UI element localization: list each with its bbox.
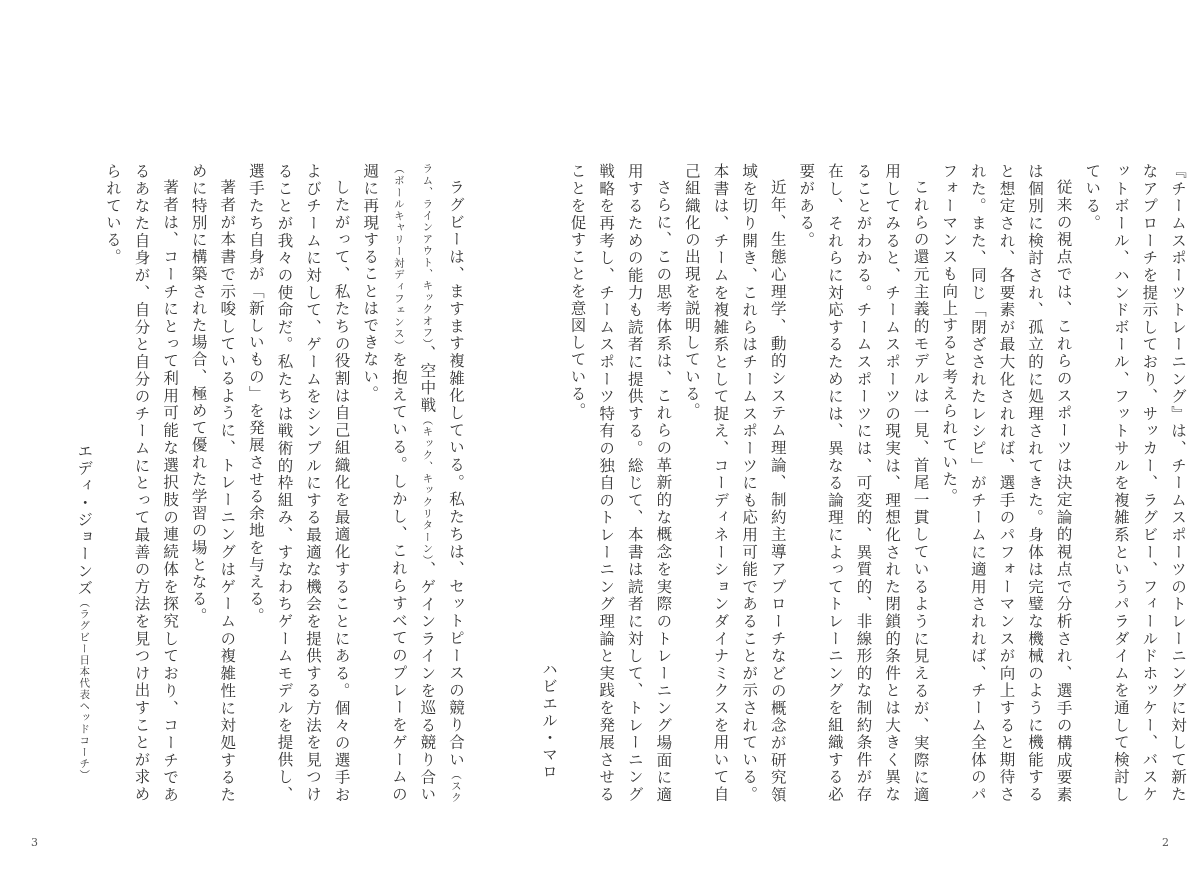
paragraph: これらの還元主義的モデルは一見、首尾一貫しているように見えるが、実際に適用してみると、チームスポーツの現実は、理想化された閉鎖的条件とは大きく異なることがわかる。チームスポーツには、可変的、異質的、非線形的な制約条件が存在し、それらに対応するためには、異なる論理によってトレーニングを組織する必要がある。 bbox=[797, 163, 930, 803]
right-page bbox=[539, 0, 1200, 882]
signature-name: エディ・ジョーンズ bbox=[75, 443, 94, 597]
foreword-text-left bbox=[75, 163, 470, 804]
author-signature: ハビエル・マロ bbox=[539, 661, 558, 781]
paragraph bbox=[184, 163, 241, 803]
page-number: 2 bbox=[1162, 836, 1169, 849]
paragraph: 近年、生態心理学、動的システム理論、制約主導アプローチなどの概念が研究領域を切り開き、これらはチームスポーツにも応用可能であることが示されている。本書は、チームを複雑系として捉え、コーディネーションダイナミクスを用いて自己組織化の出現を説明している。 bbox=[682, 163, 787, 803]
text-segment: ラグビーは、ますます複雑化している。私たちは、セットピースの競り合い bbox=[447, 178, 465, 769]
text-segment: 、空中戦 bbox=[418, 344, 437, 415]
parenthetical-note: （スクラム、ラインアウト、キックオフ） bbox=[421, 163, 462, 804]
paragraph bbox=[98, 163, 184, 803]
page-number: 3 bbox=[31, 836, 38, 849]
text-segment: したがって、私たちの役割は自己組織化を最適化することにある。個々の選手およびチームに対して、ゲームをシンプルにする最適な機会を提供する方法を見つけることが我々の使命だ。私たちは戦術的枠組み、すなわちゲームモデルを提供し、選手たち自身が「新しいもの」を発展させる余地を与える。 bbox=[246, 163, 351, 803]
signature-title: （ラグビー日本代表ヘッドコーチ） bbox=[78, 597, 91, 781]
parenthetical-note: （キック、キックリターン） bbox=[421, 414, 434, 562]
paragraph bbox=[356, 163, 470, 803]
foreword-text-right bbox=[539, 163, 1192, 803]
text-segment: を抱えている。しかし、これらすべてのプレーをゲームの週に再現することはできない。 bbox=[361, 163, 408, 803]
text-segment: 著者は、コーチにとって利用可能な選択肢の連続体を探究しており、コーチであるあなた自身が、自分と自分のチームにとって最善の方法を見つけ出すことが求められている。 bbox=[103, 163, 180, 803]
paragraph: さらに、この思考体系は、これらの革新的な概念を実際のトレーニング場面に適用するための能力も読者に提供する。総じて、本書は読者に対して、トレーニング戦略を再考し、チームスポーツ特有の独自のトレーニング理論と実践を発展させることを促すことを意図している。 bbox=[568, 163, 673, 803]
author-signature bbox=[70, 163, 99, 803]
text-segment: 著者が本書で示唆しているように、トレーニングはゲームの複雑性に対処するために特別に構築された場合、極めて優れた学習の場となる。 bbox=[189, 163, 237, 803]
paragraph: 従来の視点では、これらのスポーツは決定論的視点で分析され、選手の構成要素は個別に検討され、孤立的に処理されてきた。身体は完璧な機械のように機能すると想定され、各要素が最大化されれば、選手のパフォーマンスが向上すると期待された。また、同じ「閉ざされたレシピ」がチームに適用されれば、チーム全体のパフォーマンスも向上すると考えられていた。 bbox=[940, 163, 1073, 803]
paragraph bbox=[241, 163, 355, 803]
parenthetical-note: （ボールキャリー対ディフェンス） bbox=[392, 163, 405, 352]
text-segment: 、ゲインラインを巡る競り合い bbox=[418, 561, 437, 804]
paragraph: 『チームスポーツトレーニング』は、チームスポーツのトレーニングに対して新たなアプローチを提示しており、サッカー、ラグビー、フィールドホッケー、バスケットボール、ハンドボール、フットサルを複雑系というパラダイムを通して検討している。 bbox=[1083, 163, 1187, 803]
